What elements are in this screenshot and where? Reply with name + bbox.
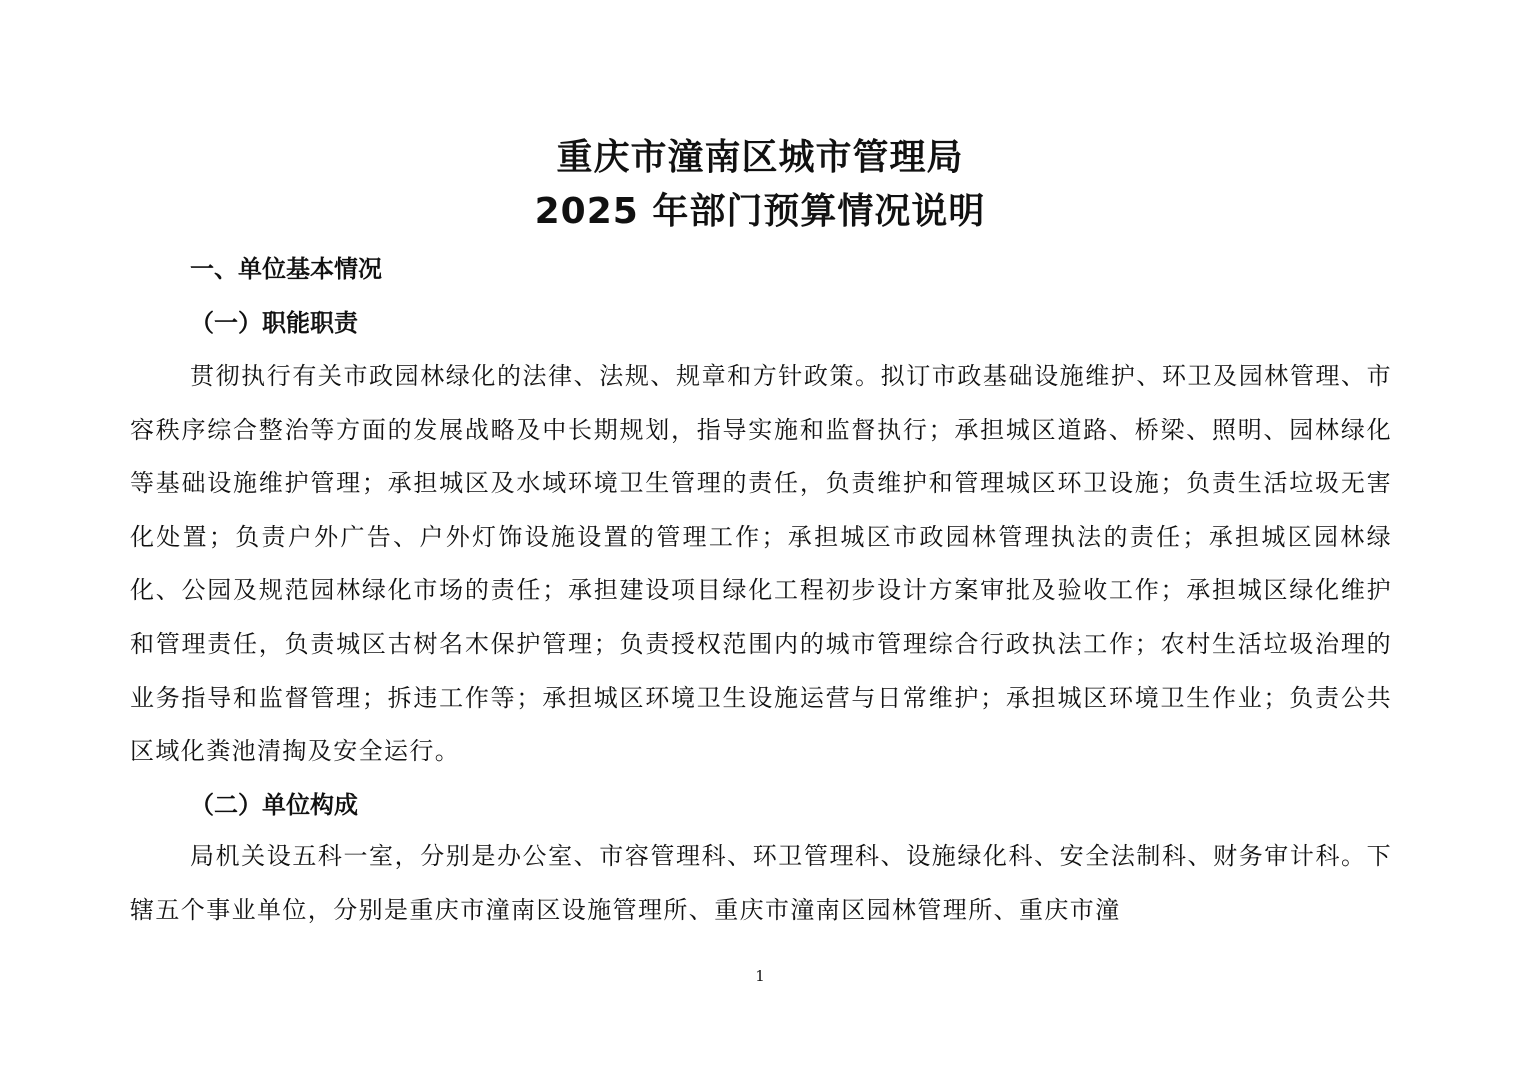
document-title-line2: 2025 年部门预算情况说明: [534, 191, 986, 232]
section-heading-basic-info: 一、单位基本情况: [190, 255, 382, 283]
paragraph-duties: 贯彻执行有关市政园林绿化的法律、法规、规章和方针政策。拟订市政基础设施维护、环卫及园林管理、市容秩序综合整治等方面的发展战略及中长期规划，指导实施和监督执行；承担城区道路、桥梁、照明、园林绿化等基础设施维护管理；承担城区及水域环境卫生管理的责任，负责维护和管理城区环卫设施；负责生活垃圾无害化处置；负责户外广告、户外灯饰设施设置的管理工作；承担城区市政园林管理执法的责任；承担城区园林绿化、公园及规范园林绿化市场的责任；承担建设项目绿化工程初步设计方案审批及验收工作；承担城区绿化维护和管理责任，负责城区古树名木保护管理；负责授权范围内的城市管理综合行政执法工作；农村生活垃圾治理的业务指导和监督管理；拆违工作等；承担城区环境卫生设施运营与日常维护；承担城区环境卫生作业；负责公共区域化粪池清掏及安全运行。: [130, 362, 1392, 766]
subsection-heading-composition: （二）单位构成: [190, 790, 358, 819]
subsection-heading-duties: （一）职能职责: [190, 308, 358, 337]
document-title-line1: 重庆市潼南区城市管理局: [556, 137, 964, 178]
page-number: 1: [755, 967, 765, 985]
paragraph-composition: 局机关设五科一室，分别是办公室、市容管理科、环卫管理科、设施绿化科、安全法制科、财务审计科。下辖五个事业单位，分别是重庆市潼南区设施管理所、重庆市潼南区园林管理所、重庆市潼: [130, 842, 1392, 924]
